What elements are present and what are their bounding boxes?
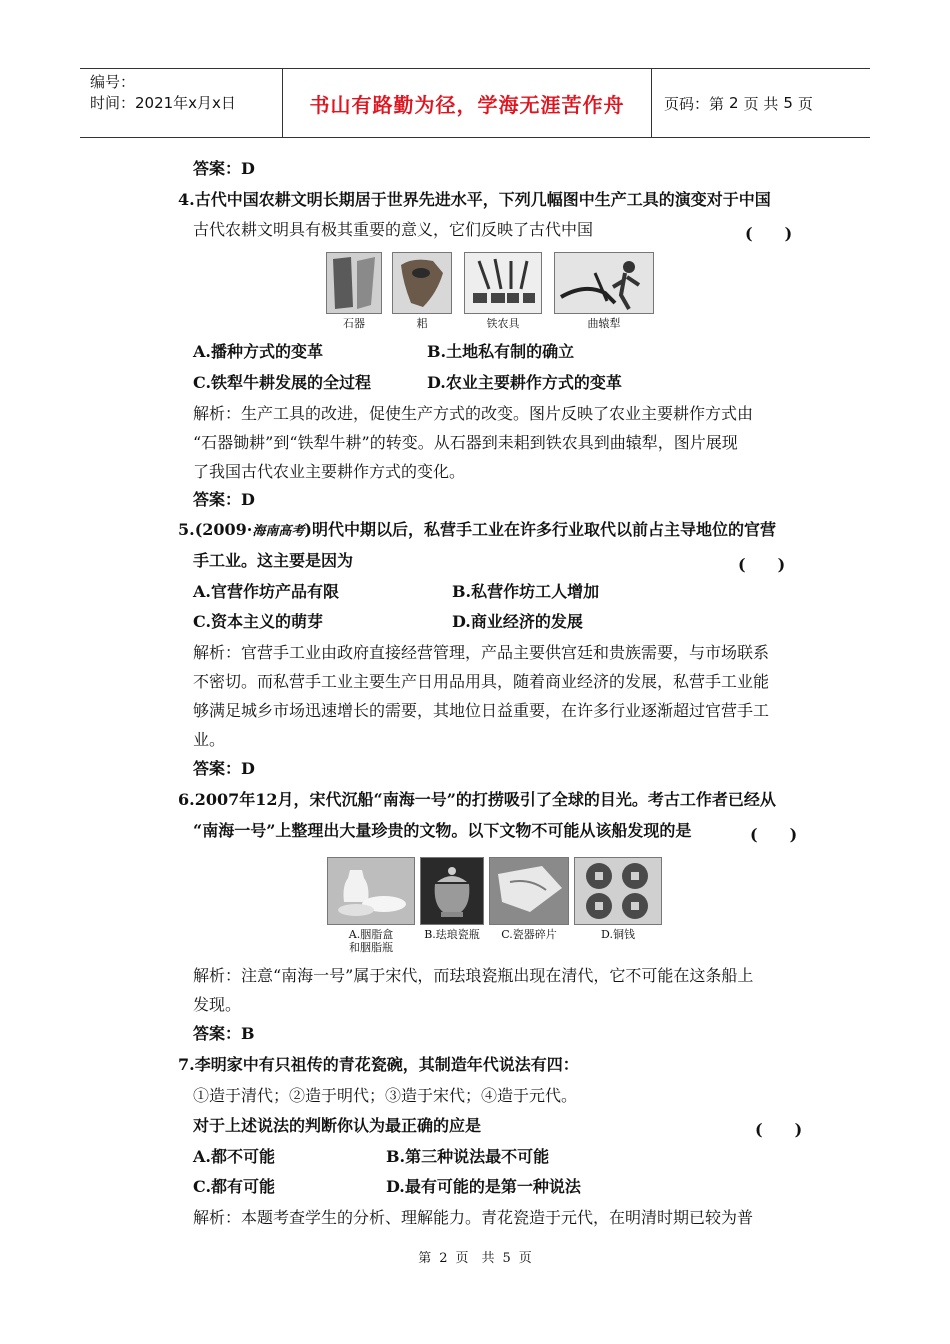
q6-explanation-line1: 解析：注意“南海一号”属于宋代，而珐琅瓷瓶出现在清代，它不可能在这条船上 (193, 966, 754, 985)
q5-explanation-line3: 够满足城乡市场迅速增长的需要，其地位日益重要，在许多行业逐渐超过官营手工 (193, 701, 770, 720)
copper-coins-image (574, 857, 662, 925)
q6-answer: 答案：B (193, 1024, 255, 1043)
q5-stem-line1 (178, 519, 776, 543)
q6-stem-line2: “南海一号”上整理出大量珍贵的文物。以下文物不可能从该船发现的是 (193, 821, 692, 840)
page-prefix: 页码：第 (664, 94, 725, 113)
q4-option-b: B.土地私有制的确立 (427, 342, 575, 361)
si-tool-image (392, 252, 452, 314)
q5-option-c: C.资本主义的萌芽 (193, 612, 324, 631)
q7-stem-line2: ①造于清代；②造于明代；③造于宋代；④造于元代。 (193, 1086, 578, 1105)
q7-explanation-line1: 解析：本题考查学生的分析、理解能力。青花瓷造于元代，在明清时期已较为普 (193, 1208, 754, 1227)
figure-caption-a1: A.胭脂盒 (348, 928, 394, 941)
figure-copper-coins (574, 857, 662, 954)
q4-explanation-line3: 了我国古代农业主要耕作方式的变化。 (193, 462, 466, 481)
figure-caption-si: 耜 (416, 317, 428, 330)
footer-suffix: 页 (518, 1251, 532, 1266)
q4-option-d: D.农业主要耕作方式的变革 (427, 373, 622, 392)
stone-tool-image (326, 252, 382, 314)
page-current: 2 (729, 94, 739, 112)
figure-enamel-vase (420, 857, 484, 954)
q4-stem-line2: 古代农耕文明具有极其重要的意义，它们反映了古代中国 (193, 220, 594, 239)
q5-stem-line2: 手工业。这主要是因为 (193, 551, 354, 570)
header-page-info (652, 69, 870, 137)
q5-explanation-line2: 不密切。而私营手工业主要生产日用品用具，随着商业经济的发展，私营手工业能 (193, 672, 770, 691)
footer-current: 2 (439, 1251, 448, 1266)
page-total: 5 (783, 94, 793, 112)
q5-option-d: D.商业经济的发展 (452, 612, 583, 631)
q6-explanation-line2: 发现。 (193, 995, 242, 1014)
figure-caption-b: B.珐琅瓷瓶 (424, 928, 480, 941)
q4-option-c: C.铁犁牛耕发展的全过程 (193, 373, 372, 392)
figure-caption-stone: 石器 (343, 317, 365, 330)
enamel-vase-image (420, 857, 484, 925)
q4-explanation-line1: 解析：生产工具的改进，促使生产方式的改变。图片反映了农业主要耕作方式由 (193, 404, 754, 423)
q5-explanation-line4: 业。 (193, 730, 226, 749)
header-motto: 书山有路勤为径，学海无涯苦作舟 (282, 69, 652, 137)
header-meta (80, 69, 282, 137)
q7-option-b: B.第三种说法最不可能 (386, 1147, 550, 1166)
q5-option-b: B.私营作坊工人增加 (452, 582, 600, 601)
page-footer (0, 1247, 950, 1266)
figure-caption-plough: 曲辕犁 (587, 317, 621, 330)
curved-plough-image (554, 252, 654, 314)
q5-source: 海南高考 (252, 524, 305, 539)
q5-explanation-line1: 解析：官营手工业由政府直接经营管理，产品主要供宫廷和贵族需要，与市场联系 (193, 643, 770, 662)
figure-curved-plough (554, 252, 654, 330)
q7-stem-line3: 对于上述说法的判断你认为最正确的应是 (193, 1116, 482, 1135)
q4-figure-row (326, 252, 664, 330)
q5-stem-rest: )明代中期以后，私营手工业在许多行业取代以前占主导地位的官营 (304, 520, 776, 539)
q7-stem-line1: 7.李明家中有只祖传的青花瓷碗，其制造年代说法有四： (178, 1055, 579, 1074)
footer-total: 5 (502, 1251, 511, 1266)
figure-caption-c: C.瓷器碎片 (501, 928, 557, 941)
time-label: 时间：2021年x月x日 (90, 94, 236, 112)
document-header (80, 68, 870, 138)
q4-answer: 答案：D (193, 490, 255, 509)
q6-figure-row (327, 857, 672, 954)
q7-option-c: C.都有可能 (193, 1177, 276, 1196)
q6-answer-paren: ( ) (750, 825, 798, 844)
porcelain-shard-image (489, 857, 569, 925)
page-suffix: 页 (797, 94, 813, 113)
q4-stem-text1: 4.古代中国农耕文明长期居于世界先进水平，下列几幅图中生产工具的演变对于中国 (178, 190, 771, 209)
figure-stone-tool (326, 252, 382, 330)
q5-answer: 答案：D (193, 759, 255, 778)
figure-porcelain-shard (489, 857, 569, 954)
rouge-box-image (327, 857, 415, 925)
q7-option-d: D.最有可能的是第一种说法 (386, 1177, 581, 1196)
figure-caption-a2: 和胭脂瓶 (348, 941, 393, 954)
q4-stem-line1 (178, 189, 771, 211)
q7-answer-paren: ( ) (755, 1120, 803, 1139)
q4-option-a: A.播种方式的变革 (193, 342, 323, 361)
q5-option-a: A.官营作坊产品有限 (193, 582, 339, 601)
q5-prefix: 5.(2009· (178, 520, 253, 539)
figure-caption-d: D.铜钱 (601, 928, 635, 941)
q4-explanation-line2: “石器锄耕”到“铁犁牛耕”的转变。从石器到耒耜到铁农具到曲辕犁，图片展现 (193, 433, 738, 452)
figure-caption-a (349, 928, 393, 954)
q5-answer-paren: ( ) (738, 555, 786, 574)
figure-iron-tools (464, 252, 542, 330)
footer-prefix: 第 (418, 1251, 432, 1266)
figure-si-tool (392, 252, 452, 330)
q3-answer: 答案：D (193, 159, 255, 178)
q4-answer-paren: ( ) (745, 224, 793, 243)
figure-rouge-box (327, 857, 415, 954)
iron-tools-image (464, 252, 542, 314)
footer-mid: 页 共 (455, 1251, 495, 1266)
figure-caption-iron: 铁农具 (486, 317, 520, 330)
q7-option-a: A.都不可能 (193, 1147, 275, 1166)
page-mid: 页 共 (743, 94, 779, 113)
code-label: 编号： (90, 73, 136, 91)
q6-stem-line1: 6.2007年12月，宋代沉船“南海一号”的打捞吸引了全球的目光。考古工作者已经从 (178, 790, 776, 809)
